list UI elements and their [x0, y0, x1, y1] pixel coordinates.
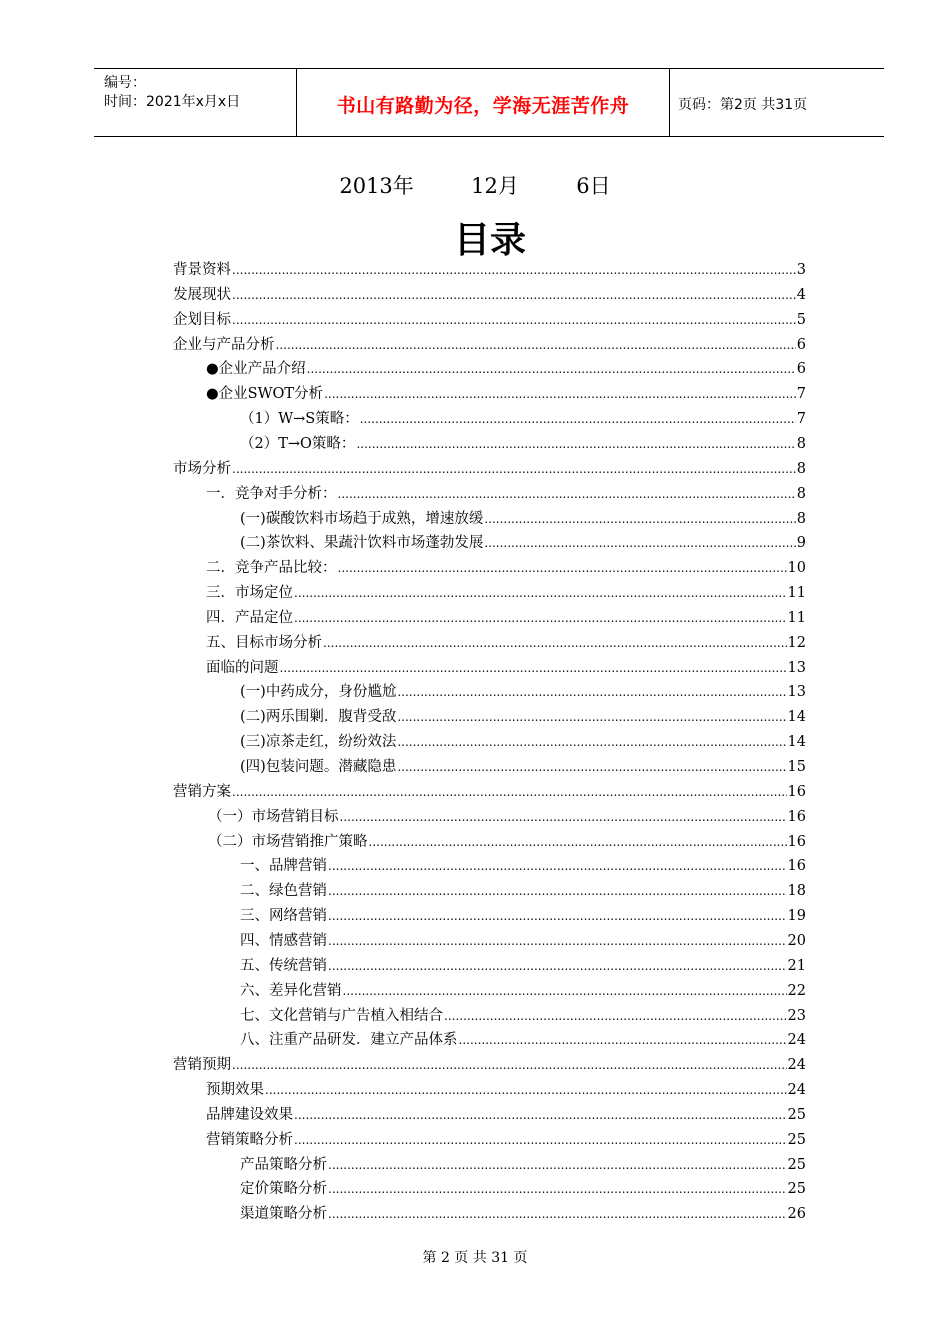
toc-leader-dots [328, 1206, 787, 1222]
toc-entry-label: 企业与产品分析 [173, 336, 275, 353]
toc-entry-page: 23 [787, 1007, 806, 1024]
toc-entry-page: 24 [787, 1032, 806, 1049]
toc-entry-page: 13 [787, 684, 806, 701]
toc-entry-page: 9 [796, 535, 806, 552]
toc-entry[interactable] [206, 1078, 806, 1100]
header-number-label: 编号： [104, 75, 146, 91]
toc-leader-dots [397, 759, 786, 775]
toc-leader-dots [459, 1032, 787, 1048]
toc-leader-dots [328, 908, 787, 924]
date-month: 12月 [471, 174, 519, 198]
header-page-cell [670, 69, 884, 136]
toc-entry[interactable] [173, 308, 806, 330]
toc-entry-label: 营销策略分析 [206, 1131, 293, 1148]
toc-entry[interactable] [240, 854, 806, 876]
toc-entry-label: 市场分析 [173, 460, 231, 477]
toc-leader-dots [328, 1157, 787, 1173]
toc-entry[interactable] [240, 929, 806, 951]
toc-entry[interactable] [240, 507, 806, 529]
toc-entry-label: （2）T→O策略： [240, 435, 356, 452]
toc-entry-label: 面临的问题 [206, 659, 279, 676]
toc-entry-page: 21 [787, 957, 806, 974]
toc-entry-label: (一)碳酸饮料市场趋于成熟，增速放缓 [240, 510, 484, 527]
toc-entry-label: 四．产品定位 [206, 609, 293, 626]
toc-entry[interactable] [240, 432, 806, 454]
toc-leader-dots [265, 1082, 787, 1098]
toc-entry-page: 24 [787, 1082, 806, 1099]
toc-entry-page: 16 [787, 833, 806, 850]
toc-entry-page: 12 [787, 634, 806, 651]
toc-leader-dots [397, 734, 786, 750]
toc-entry-page: 16 [787, 858, 806, 875]
toc-entry-label: 七、文化营销与广告植入相结合 [240, 1007, 443, 1024]
header-page-info: 页码：第2页 共31页 [678, 97, 808, 113]
toc-entry-page: 5 [796, 311, 806, 328]
page-header [94, 68, 884, 137]
toc-leader-dots [338, 560, 787, 576]
toc-leader-dots [328, 858, 787, 874]
toc-entry-label: 一．竞争对手分析： [206, 485, 337, 502]
toc-entry-label: 品牌建设效果 [206, 1106, 293, 1123]
toc-entry-page: 11 [787, 609, 806, 626]
toc-entry-page: 15 [787, 759, 806, 775]
toc-entry[interactable] [240, 1153, 806, 1175]
toc-entry-page: 20 [787, 932, 806, 949]
toc-entry[interactable] [206, 357, 806, 379]
toc-entry-label: 二．竞争产品比较： [206, 560, 337, 577]
toc-entry-page: 7 [796, 411, 806, 428]
toc-leader-dots [340, 809, 787, 825]
toc-entry-page: 25 [787, 1181, 806, 1198]
toc-entry[interactable] [240, 680, 806, 702]
toc-entry-label: 五、传统营销 [240, 957, 327, 974]
toc-entry-label: (一)中药成分，身份尴尬 [240, 684, 397, 701]
toc-entry[interactable] [240, 730, 806, 752]
toc-entry[interactable] [173, 283, 806, 305]
toc-entry-label: ●企业SWOT分析 [206, 386, 324, 403]
toc-leader-dots [324, 386, 796, 402]
toc-entry[interactable] [240, 1177, 806, 1199]
toc-entry-page: 25 [787, 1131, 806, 1148]
toc-leader-dots [397, 684, 786, 700]
toc-entry-page: 4 [796, 286, 806, 303]
toc-leader-dots [343, 983, 787, 999]
toc-leader-dots [280, 660, 787, 676]
toc-entry[interactable] [206, 1103, 806, 1125]
toc-entry-page: 14 [787, 734, 806, 751]
page-footer: 第 2 页 共 31 页 [422, 1250, 528, 1266]
toc-entry[interactable] [208, 805, 806, 827]
toc-entry-page: 16 [787, 783, 806, 800]
header-motto: 书山有路勤为径，学海无涯苦作舟 [336, 95, 630, 117]
toc-leader-dots [294, 1132, 787, 1148]
toc-entry-label: 五、目标市场分析 [206, 634, 322, 651]
toc-entry-label: （一）市场营销目标 [208, 808, 339, 825]
toc-leader-dots [323, 635, 787, 651]
toc-entry-label: 营销预期 [173, 1057, 231, 1074]
toc-entry-page: 11 [787, 585, 806, 602]
toc-entry-page: 3 [796, 262, 806, 278]
toc-entry-label: （二）市场营销推广策略 [208, 833, 368, 850]
toc-entry[interactable] [173, 780, 806, 802]
toc-leader-dots [356, 436, 795, 452]
toc-entry-label: 一、品牌营销 [240, 858, 327, 875]
toc-leader-dots [276, 337, 796, 353]
toc-entry[interactable] [206, 556, 806, 578]
toc-entry-page: 14 [787, 709, 806, 726]
toc-entry-label: (二)茶饮料、果蔬汁饮料市场蓬勃发展 [240, 535, 484, 552]
toc-leader-dots [369, 834, 787, 850]
toc-leader-dots [484, 535, 795, 551]
toc-entry[interactable] [240, 705, 806, 727]
toc-leader-dots [232, 262, 796, 278]
toc-entry-page: 6 [796, 361, 806, 378]
toc-entry-page: 26 [787, 1206, 806, 1223]
toc-entry[interactable] [206, 631, 806, 653]
toc-leader-dots [338, 486, 796, 502]
toc-entry-label: 发展现状 [173, 286, 231, 303]
toc-leader-dots [397, 709, 786, 725]
toc-leader-dots [484, 511, 795, 527]
toc-entry[interactable] [206, 482, 806, 504]
toc-entry[interactable] [240, 1004, 806, 1026]
toc-leader-dots [232, 784, 787, 800]
toc-entry-label: 八、注重产品研发．建立产品体系 [240, 1032, 458, 1049]
toc-leader-dots [294, 585, 787, 601]
document-date [0, 170, 950, 200]
toc-entry-page: 13 [787, 659, 806, 676]
toc-entry[interactable] [173, 333, 806, 355]
toc-entry-page: 8 [796, 485, 806, 502]
toc-entry-label: 产品策略分析 [240, 1156, 327, 1173]
toc-leader-dots [294, 1107, 787, 1123]
toc-entry[interactable] [206, 656, 806, 678]
toc-entry-page: 7 [796, 386, 806, 403]
toc-entry[interactable] [173, 457, 806, 479]
toc-leader-dots [294, 610, 787, 626]
toc-leader-dots [360, 411, 796, 427]
toc-entry-page: 18 [787, 883, 806, 900]
header-date-label: 时间：2021年x月x日 [104, 94, 241, 110]
toc-entry-label: 二、绿色营销 [240, 883, 327, 900]
toc-entry[interactable] [240, 954, 806, 976]
toc-entry-label: (二)两乐围剿．腹背受敌 [240, 709, 397, 726]
toc-entry[interactable] [173, 258, 806, 280]
toc-entry-label: ●企业产品介绍 [206, 361, 306, 378]
toc-entry-page: 6 [796, 336, 806, 353]
toc-entry-page: 25 [787, 1156, 806, 1173]
date-day: 6日 [576, 174, 611, 198]
toc-entry[interactable] [206, 1128, 806, 1150]
toc-entry[interactable] [240, 1028, 806, 1050]
toc-entry-label: 三、网络营销 [240, 908, 327, 925]
toc-entry-label: 企划目标 [173, 311, 231, 328]
toc-entry[interactable] [206, 581, 806, 603]
toc-entry-label: 预期效果 [206, 1082, 264, 1099]
header-motto-cell [296, 69, 670, 136]
toc-entry-label: 背景资料 [173, 262, 231, 278]
toc-entry-label: 六、差异化营销 [240, 982, 342, 999]
toc-leader-dots [328, 933, 787, 949]
toc-entry-page: 8 [796, 435, 806, 452]
toc-entry-label: 营销方案 [173, 783, 231, 800]
toc-leader-dots [328, 958, 787, 974]
toc-leader-dots [232, 312, 796, 328]
toc-entry[interactable] [240, 979, 806, 1001]
toc-leader-dots [232, 1057, 787, 1073]
toc-entry[interactable] [240, 879, 806, 901]
toc-leader-dots [307, 361, 796, 377]
toc-entry-page: 8 [796, 510, 806, 527]
toc-entry[interactable] [240, 1202, 806, 1224]
toc-entry-page: 10 [787, 560, 806, 577]
toc-entry-label: (三)凉茶走红，纷纷效法 [240, 734, 397, 751]
toc-entry-label: 四、情感营销 [240, 932, 327, 949]
date-year: 2013年 [339, 174, 414, 198]
toc-entry-label: (四)包装问题。潜藏隐患 [240, 759, 397, 775]
toc-entry[interactable] [173, 1053, 806, 1075]
toc-leader-dots [328, 1181, 787, 1197]
toc-leader-dots [232, 461, 796, 477]
toc-entry-label: 三．市场定位 [206, 585, 293, 602]
toc-entry-label: 定价策略分析 [240, 1181, 327, 1198]
toc-entry-label: 渠道策略分析 [240, 1206, 327, 1223]
toc-entry[interactable] [206, 606, 806, 628]
toc-entry[interactable] [240, 407, 806, 429]
toc-entry[interactable] [206, 382, 806, 404]
toc-entry[interactable] [208, 830, 806, 852]
toc-entry-page: 22 [787, 982, 806, 999]
toc-entry-page: 25 [787, 1106, 806, 1123]
toc-entry-page: 19 [787, 908, 806, 925]
toc-leader-dots [232, 287, 796, 303]
toc-title: 目录 [453, 220, 526, 261]
toc-entry-page: 16 [787, 808, 806, 825]
toc-leader-dots [328, 883, 787, 899]
toc-entry-page: 24 [787, 1057, 806, 1074]
toc-entry[interactable] [240, 755, 806, 777]
toc-entry[interactable] [240, 904, 806, 926]
toc-entry-page: 8 [796, 460, 806, 477]
toc-entry-label: （1）W→S策略： [240, 411, 359, 428]
toc-leader-dots [444, 1008, 787, 1024]
header-meta-cell [94, 69, 296, 136]
toc-entry[interactable] [240, 531, 806, 553]
